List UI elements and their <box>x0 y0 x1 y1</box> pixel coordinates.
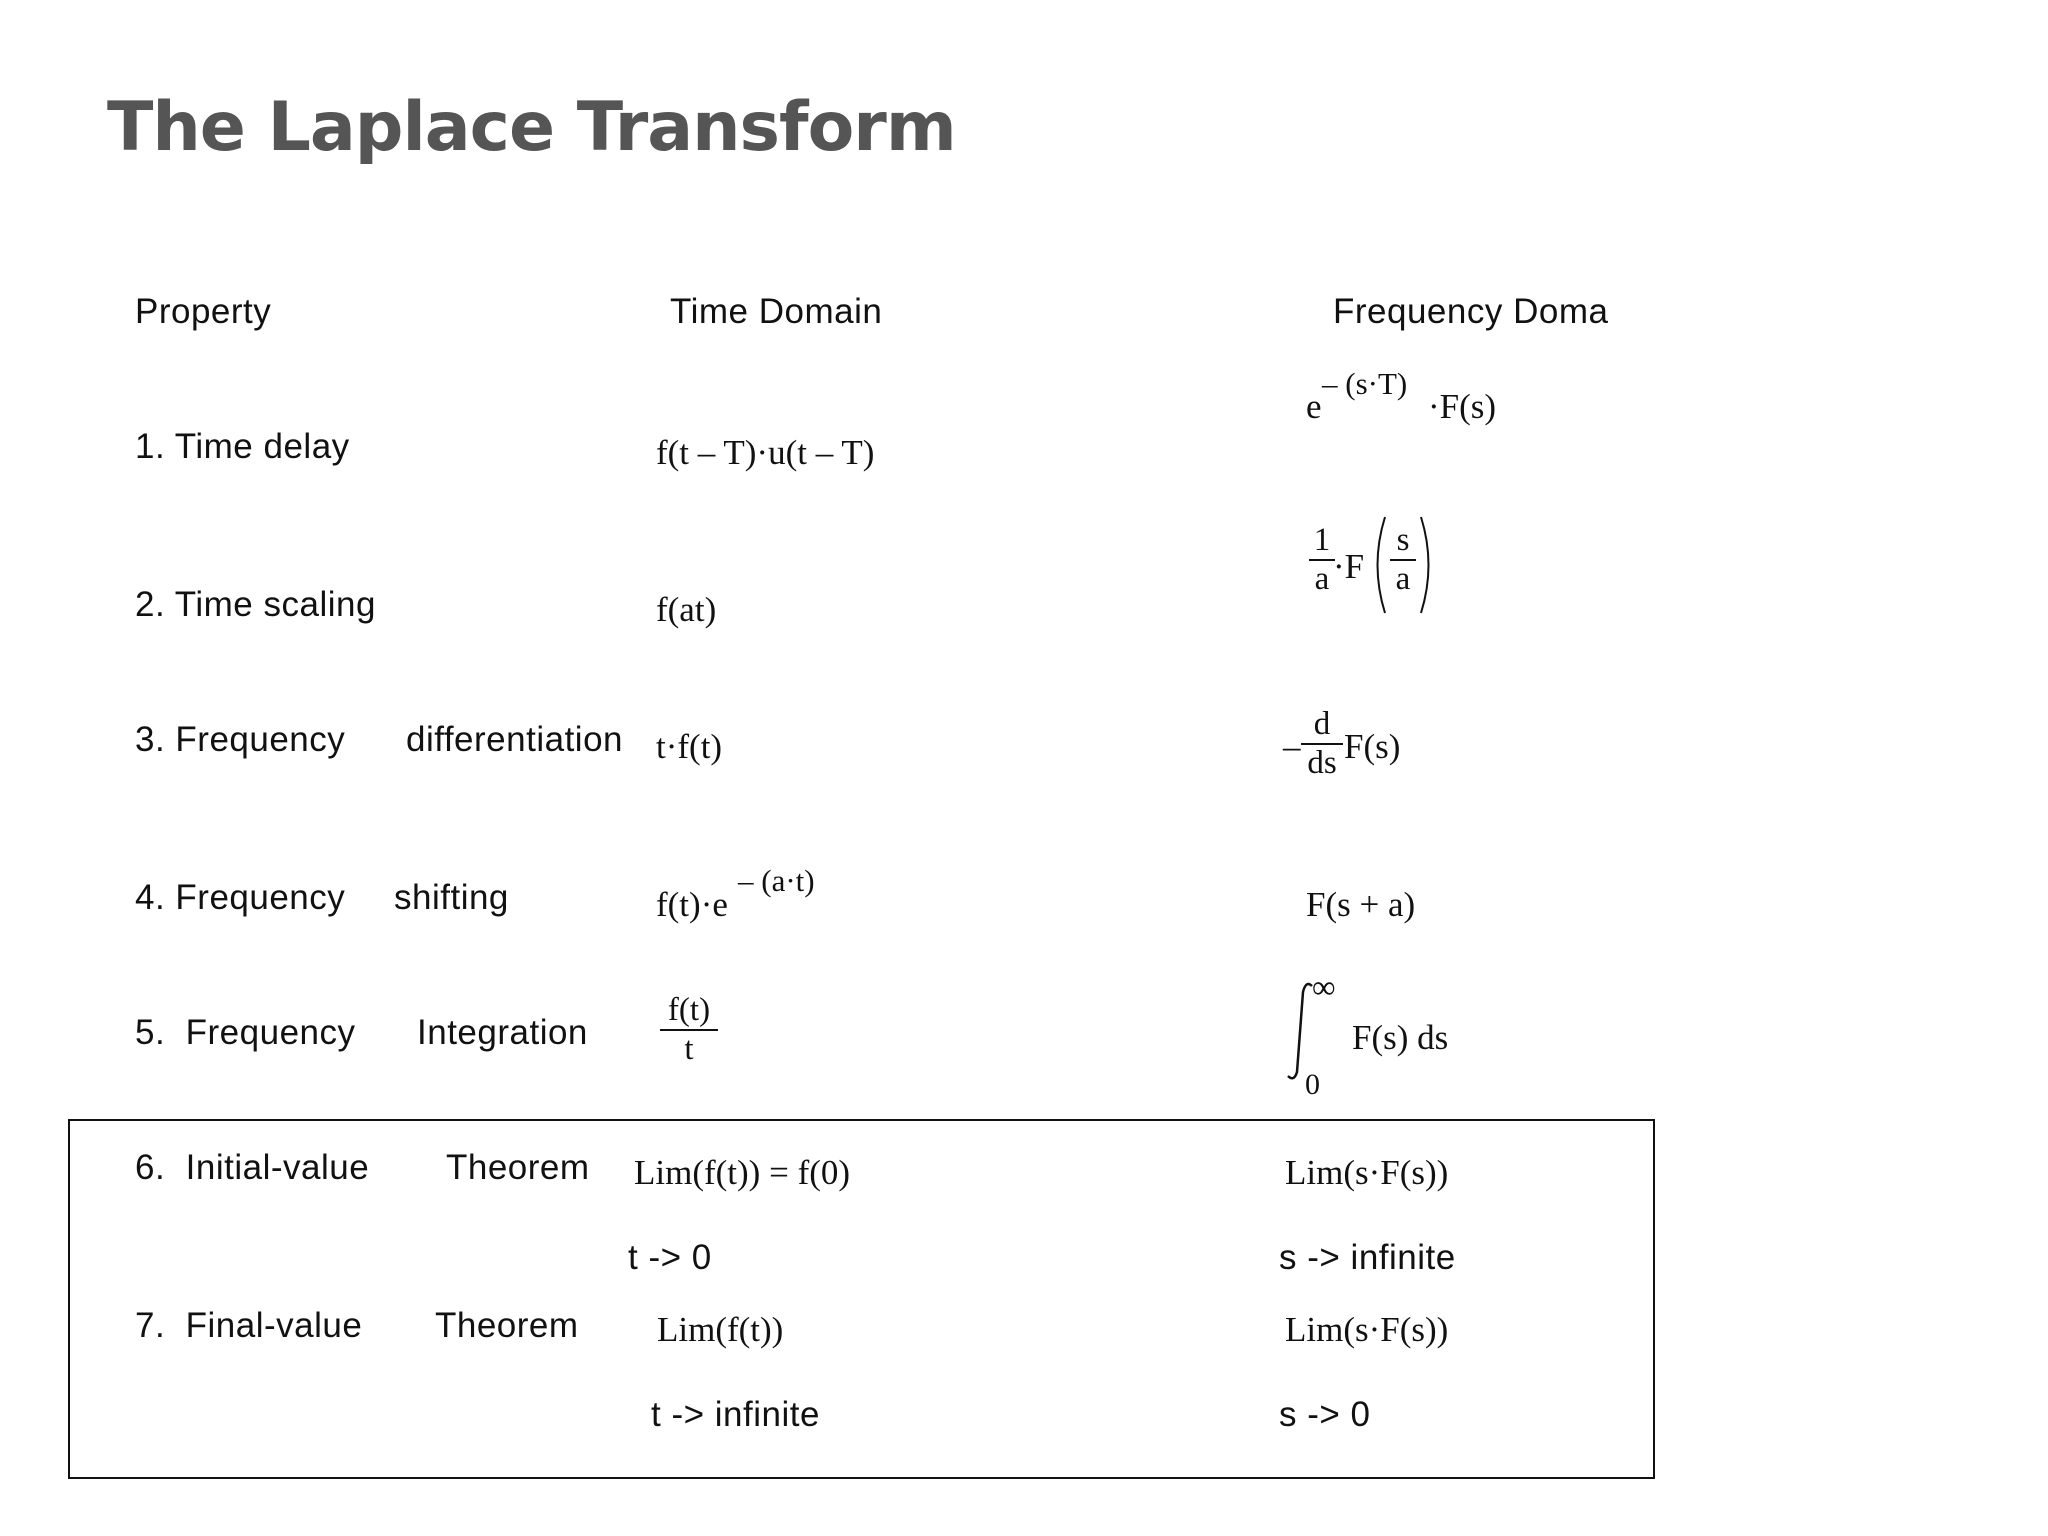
row2-freq-fraction <box>1309 522 1335 598</box>
row3-time-expression: t·f(t) <box>656 727 723 766</box>
row5-freq-body: F(s) ds <box>1352 1018 1449 1057</box>
row4-freq-expression: F(s + a) <box>1306 885 1416 924</box>
row2-freq-arg-fraction <box>1390 522 1416 598</box>
header-time-domain: Time Domain <box>670 292 883 331</box>
row1-label: 1. Time delay <box>135 427 350 466</box>
row5-time-denominator: t <box>684 1031 694 1067</box>
row1-freq-tail: ·F(s) <box>1428 387 1497 426</box>
row2-freq-arg-denominator: a <box>1395 561 1411 597</box>
row1-freq-base: e <box>1306 387 1322 426</box>
row2-freq-denominator: a <box>1314 561 1330 597</box>
row2-freq-numerator: 1 <box>1313 522 1331 558</box>
row3-freq-sign: – <box>1283 727 1301 766</box>
row7-freq-limit: s -> 0 <box>1279 1395 1371 1434</box>
row3-freq-tail: F(s) <box>1344 727 1401 766</box>
row6-freq-expression: Lim(s·F(s)) <box>1285 1153 1449 1192</box>
row7-freq-expression: Lim(s·F(s)) <box>1285 1310 1449 1349</box>
slide-title: The Laplace Transform <box>107 88 956 167</box>
row7-label-b: Theorem <box>435 1306 579 1345</box>
row2-freq-arg-numerator: s <box>1396 522 1410 558</box>
row2-time-expression: f(at) <box>656 590 717 629</box>
header-property: Property <box>135 292 272 331</box>
row6-label-b: Theorem <box>446 1148 590 1187</box>
row4-label-a: 4. Frequency <box>135 878 346 917</box>
row3-freq-fraction <box>1301 706 1343 782</box>
row5-time-numerator: f(t) <box>667 992 711 1028</box>
row6-label-a: 6. Initial-value <box>135 1148 370 1187</box>
row5-freq-upper-limit: ∞ <box>1312 970 1336 1006</box>
row1-time-expression: f(t – T)·u(t – T) <box>656 433 875 472</box>
right-paren-icon <box>1418 515 1438 615</box>
row2-freq-mid: ·F <box>1333 547 1365 586</box>
row4-time-base: f(t)·e <box>656 885 728 924</box>
row4-label-b: shifting <box>394 878 509 917</box>
row5-freq-lower-limit: 0 <box>1305 1068 1320 1101</box>
row5-label-a: 5. Frequency <box>135 1013 356 1052</box>
row7-label-a: 7. Final-value <box>135 1306 363 1345</box>
row6-freq-limit: s -> infinite <box>1279 1238 1456 1277</box>
left-paren-icon <box>1368 515 1388 615</box>
row2-label: 2. Time scaling <box>135 585 376 624</box>
row6-time-limit: t -> 0 <box>628 1238 712 1277</box>
row7-time-limit: t -> infinite <box>651 1395 820 1434</box>
row6-time-expression: Lim(f(t)) = f(0) <box>634 1153 851 1192</box>
header-frequency-domain: Frequency Doma <box>1333 292 1609 331</box>
row5-time-fraction <box>660 992 718 1068</box>
row3-label-a: 3. Frequency <box>135 720 346 759</box>
row4-time-exponent: – (a·t) <box>738 863 815 898</box>
row3-freq-denominator: ds <box>1307 745 1337 781</box>
row3-label-b: differentiation <box>406 720 624 759</box>
row5-label-b: Integration <box>417 1013 588 1052</box>
row1-freq-exponent: – (s·T) <box>1322 366 1408 401</box>
row3-freq-numerator: d <box>1313 706 1331 742</box>
row7-time-expression: Lim(f(t)) <box>657 1310 784 1349</box>
